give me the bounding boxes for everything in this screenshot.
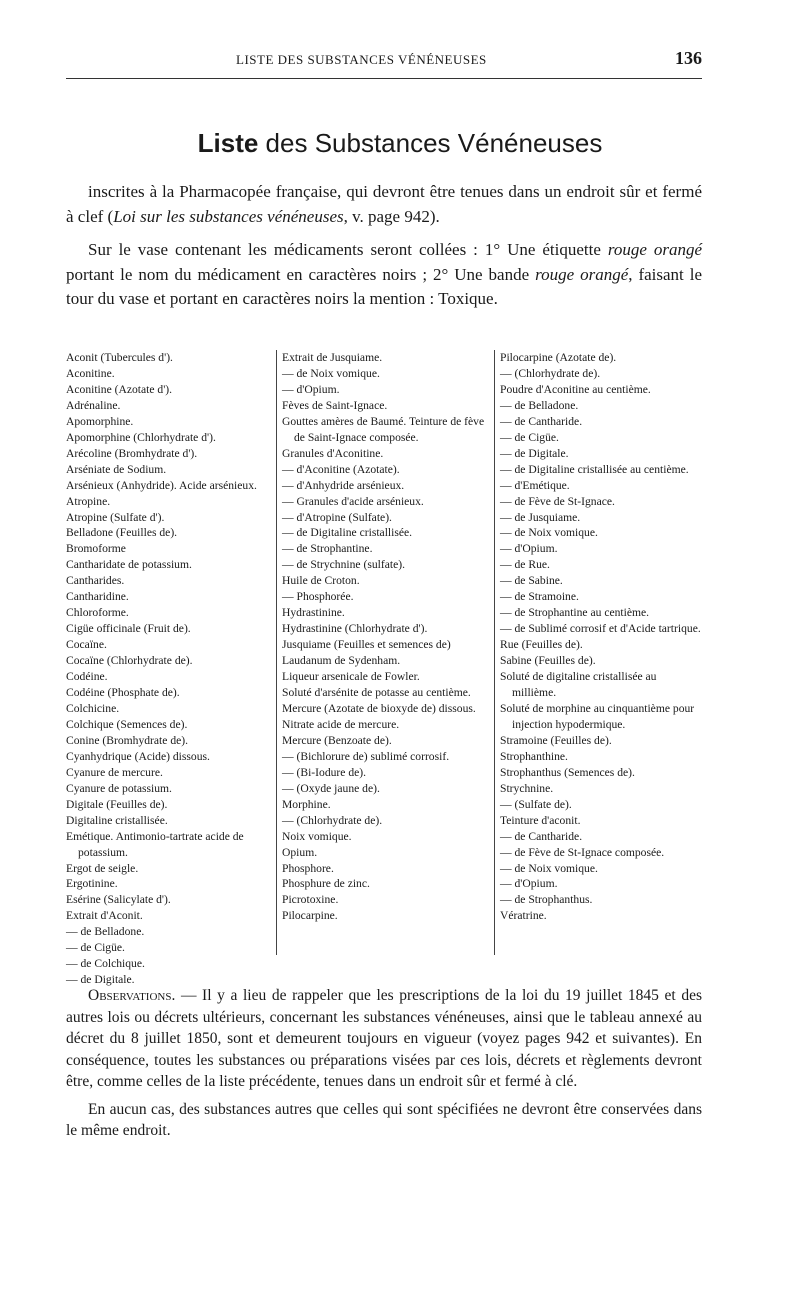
intro-p2-italic1: rouge orangé bbox=[607, 240, 702, 259]
substance-entry: Cantharides. bbox=[66, 574, 125, 588]
substance-entry: Cyanure de mercure. bbox=[66, 765, 163, 779]
substance-entry: — Granules d'acide arsénieux. bbox=[282, 494, 424, 508]
intro-paragraph-1 bbox=[66, 180, 702, 229]
substance-entry: Arécoline (Bromhydrate d'). bbox=[66, 446, 198, 460]
substance-entry: Strophanthus (Semences de). bbox=[500, 765, 635, 779]
substance-entry: Cantharidate de potassium. bbox=[66, 558, 192, 572]
substance-entry: Sabine (Feuilles de). bbox=[500, 654, 596, 668]
substance-entry: Opium. bbox=[282, 845, 318, 859]
intro-p1-before: inscrites à la Pharmacopée française, qui devront être tenues dans un endroit sûr et fermé à clef ( bbox=[66, 182, 702, 226]
title-rest: des Substances Vénéneuses bbox=[258, 128, 603, 158]
substance-entry: Digitale (Feuilles de). bbox=[66, 797, 168, 811]
substance-entry: — d'Opium. bbox=[500, 542, 558, 556]
substance-entry: Noix vomique. bbox=[282, 829, 352, 843]
substance-entry: Esérine (Salicylate d'). bbox=[66, 893, 171, 907]
substance-entry: — de Belladone. bbox=[66, 925, 145, 939]
observations-label: Observations. bbox=[88, 987, 176, 1004]
observations-text: — Il y a lieu de rappeler que les prescriptions de la loi du 19 juillet 1845 et des autres lois ou décrets ultérieurs, concernant les substances vénéneuses, ainsi que le tableau annexé au décret du 8 juillet 1850, sont et demeurent toujours en vigueur (voyez pages 942 et suivantes). En conséquence, toutes les substances ou préparations visées par ces lois, décrets et règlements devront être, comme celles de la liste précédente, tenues dans un endroit sûr et fermé à clé. bbox=[66, 987, 702, 1090]
substance-entry: Arsénieux (Anhydride). Acide arsénieux. bbox=[66, 478, 257, 492]
substance-entry: Vératrine. bbox=[500, 909, 547, 923]
substance-entry: Belladone (Feuilles de). bbox=[66, 526, 178, 540]
substance-entry: — de Stramoine. bbox=[500, 590, 579, 604]
substance-entry: Strophanthine. bbox=[500, 749, 568, 763]
substance-entry: — d'Opium. bbox=[282, 382, 340, 396]
substance-entry: Apomorphine. bbox=[66, 414, 134, 428]
substance-entry: — (Oxyde jaune de). bbox=[282, 781, 380, 795]
substance-entry: — d'Anhydride arsénieux. bbox=[282, 478, 405, 492]
substance-entry: Phosphure de zinc. bbox=[282, 877, 370, 891]
substance-entry: — d'Aconitine (Azotate). bbox=[282, 462, 400, 476]
substance-entry: Soluté d'arsénite de potasse au centième. bbox=[282, 686, 471, 700]
substance-entry: — de Digitale. bbox=[500, 446, 569, 460]
substance-entry: Mercure (Azotate de bioxyde de) dissous. bbox=[282, 701, 476, 715]
substance-entry: — de Strychnine (sulfate). bbox=[282, 558, 405, 572]
substance-entry: Cantharidine. bbox=[66, 590, 129, 604]
substance-entry: Bromoforme bbox=[66, 542, 126, 556]
substance-entry: — d'Emétique. bbox=[500, 478, 570, 492]
substance-entry: Extrait de Jusquiame. bbox=[282, 351, 383, 364]
intro-p1-italic: Loi sur les substances vénéneuses bbox=[113, 206, 344, 226]
header-rule bbox=[66, 78, 702, 79]
substance-entry: — de Strophantine. bbox=[282, 542, 373, 556]
substance-entry: — de Digitale. bbox=[66, 973, 135, 987]
substance-entry: Adrénaline. bbox=[66, 398, 121, 412]
substance-entry: Mercure (Benzoate de). bbox=[282, 733, 392, 747]
substance-entry: — d'Atropine (Sulfate). bbox=[282, 510, 392, 524]
intro-p2-italic2: rouge orangé bbox=[535, 264, 629, 284]
substance-entry: Colchique (Semences de). bbox=[66, 717, 188, 731]
substance-entry: — (Bi-Iodure de). bbox=[282, 765, 367, 779]
intro-p2-b: portant le nom du médicament en caractères noirs ; 2° Une bande bbox=[66, 264, 536, 284]
substance-entry: — (Chlorhydrate de). bbox=[500, 366, 601, 380]
page-title bbox=[0, 128, 800, 159]
substance-entry: — de Fève de St-Ignace. bbox=[500, 494, 615, 508]
observations-paragraph-2: En aucun cas, des substances autres que celles qui sont spécifiées ne devront être conservées dans le même endroit. bbox=[66, 1100, 702, 1139]
substance-entry: Codéine. bbox=[66, 670, 108, 684]
substance-entry: Pilocarpine (Azotate de). bbox=[500, 351, 617, 364]
substance-entry: Emétique. Antimonio-tartrate acide de potassium. bbox=[66, 829, 244, 859]
substance-entry: Aconit (Tubercules d'). bbox=[66, 351, 173, 364]
substance-entry: — de Digitaline cristallisée au centième. bbox=[500, 462, 689, 476]
substance-column-2 bbox=[282, 350, 488, 955]
substance-entry: Cyanure de potassium. bbox=[66, 781, 172, 795]
substance-entry: Cigüe officinale (Fruit de). bbox=[66, 622, 191, 636]
substance-entry: — de Noix vomique. bbox=[500, 861, 598, 875]
observations-paragraph-1 bbox=[66, 985, 702, 1093]
substance-entry: Rue (Feuilles de). bbox=[500, 638, 583, 652]
substance-entry: — (Sulfate de). bbox=[500, 797, 572, 811]
substance-entry: Digitaline cristallisée. bbox=[66, 813, 168, 827]
substance-column-1 bbox=[66, 350, 270, 987]
substance-entry: Cyanhydrique (Acide) dissous. bbox=[66, 749, 210, 763]
page-header bbox=[66, 50, 702, 78]
substance-entry: Chloroforme. bbox=[66, 606, 129, 620]
substance-entry: Morphine. bbox=[282, 797, 331, 811]
substance-entry: Teinture d'aconit. bbox=[500, 813, 581, 827]
observations bbox=[66, 985, 702, 1142]
substance-entry: — de Sabine. bbox=[500, 574, 563, 588]
substance-entry: Apomorphine (Chlorhydrate d'). bbox=[66, 430, 216, 444]
intro-text bbox=[66, 180, 702, 312]
substance-column-3 bbox=[500, 350, 702, 955]
substance-entry: — de Cantharide. bbox=[500, 414, 583, 428]
substance-entry: Ergot de seigle. bbox=[66, 861, 139, 875]
title-bold: Liste bbox=[197, 128, 259, 158]
substance-entry: — de Sublimé corrosif et d'Acide tartrique. bbox=[500, 622, 701, 636]
intro-p2-a: Sur le vase contenant les médicaments seront collées : 1° Une étiquette bbox=[88, 240, 608, 259]
substance-entry: Soluté de digitaline cristallisée au millième. bbox=[500, 670, 657, 700]
substance-entry: — de Noix vomique. bbox=[282, 366, 380, 380]
substance-entry: Strychnine. bbox=[500, 781, 554, 795]
substance-entry: Colchicine. bbox=[66, 701, 120, 715]
substance-entry: Cocaïne (Chlorhydrate de). bbox=[66, 654, 193, 668]
substance-entry: Codéine (Phosphate de). bbox=[66, 686, 180, 700]
substance-entry: — Phosphorée. bbox=[282, 590, 354, 604]
substance-entry: — de Noix vomique. bbox=[500, 526, 598, 540]
substance-entry: Atropine (Sulfate d'). bbox=[66, 510, 165, 524]
substance-entry: Arséniate de Sodium. bbox=[66, 462, 167, 476]
substance-entry: Granules d'Aconitine. bbox=[282, 446, 384, 460]
substance-entry: — de Fève de St-Ignace composée. bbox=[500, 845, 665, 859]
substance-entry: — de Digitaline cristallisée. bbox=[282, 526, 413, 540]
substance-entry: — de Rue. bbox=[500, 558, 550, 572]
substance-entry: — de Cigüe. bbox=[66, 941, 125, 955]
running-title: LISTE DES SUBSTANCES VÉNÉNEUSES bbox=[236, 52, 487, 67]
substance-entry: Liqueur arsenicale de Fowler. bbox=[282, 670, 420, 684]
substance-entry: — (Chlorhydrate de). bbox=[282, 813, 383, 827]
substance-entry: Laudanum de Sydenham. bbox=[282, 654, 401, 668]
substance-entry: Poudre d'Aconitine au centième. bbox=[500, 382, 651, 396]
substance-entry: — de Strophantine au centième. bbox=[500, 606, 650, 620]
substance-entry: — de Strophanthus. bbox=[500, 893, 593, 907]
substance-entry: Soluté de morphine au cinquantième pour injection hypodermique. bbox=[500, 701, 695, 731]
column-divider bbox=[494, 350, 495, 955]
intro-paragraph-2 bbox=[66, 238, 702, 312]
substance-entry: — d'Opium. bbox=[500, 877, 558, 891]
substance-entry: Atropine. bbox=[66, 494, 111, 508]
substance-entry: Nitrate acide de mercure. bbox=[282, 717, 400, 731]
substance-entry: Extrait d'Aconit. bbox=[66, 909, 143, 923]
column-divider bbox=[276, 350, 277, 955]
substance-entry: — (Bichlorure de) sublimé corrosif. bbox=[282, 749, 450, 763]
substance-entry: Ergotinine. bbox=[66, 877, 118, 891]
page-number: 136 bbox=[675, 48, 702, 68]
substance-entry: Aconitine. bbox=[66, 366, 115, 380]
substance-entry: Aconitine (Azotate d'). bbox=[66, 382, 173, 396]
substance-entry: Conine (Bromhydrate de). bbox=[66, 733, 189, 747]
substance-entry: Hydrastinine (Chlorhydrate d'). bbox=[282, 622, 428, 636]
substance-entry: Cocaïne. bbox=[66, 638, 107, 652]
substance-entry: — de Colchique. bbox=[66, 957, 145, 971]
substance-entry: Jusquiame (Feuilles et semences de) bbox=[282, 638, 451, 652]
substance-entry: — de Cantharide. bbox=[500, 829, 583, 843]
substance-entry: — de Jusquiame. bbox=[500, 510, 581, 524]
substance-entry: — de Belladone. bbox=[500, 398, 579, 412]
substance-list bbox=[66, 350, 702, 987]
substance-entry: — de Cigüe. bbox=[500, 430, 559, 444]
substance-entry: Picrotoxine. bbox=[282, 893, 339, 907]
substance-entry: Hydrastinine. bbox=[282, 606, 345, 620]
substance-entry: Huile de Croton. bbox=[282, 574, 360, 588]
substance-entry: Stramoine (Feuilles de). bbox=[500, 733, 612, 747]
intro-p1-after: , v. page 942). bbox=[343, 206, 440, 226]
substance-entry: Fèves de Saint-Ignace. bbox=[282, 398, 388, 412]
substance-entry: Phosphore. bbox=[282, 861, 334, 875]
substance-entry: Gouttes amères de Baumé. Teinture de fève de Saint-Ignace composée. bbox=[282, 414, 485, 444]
intro-p2-c: , faisant le tour du vase et portant en caractères noirs la mention : Toxique. bbox=[66, 264, 702, 308]
substance-entry: Pilocarpine. bbox=[282, 909, 338, 923]
